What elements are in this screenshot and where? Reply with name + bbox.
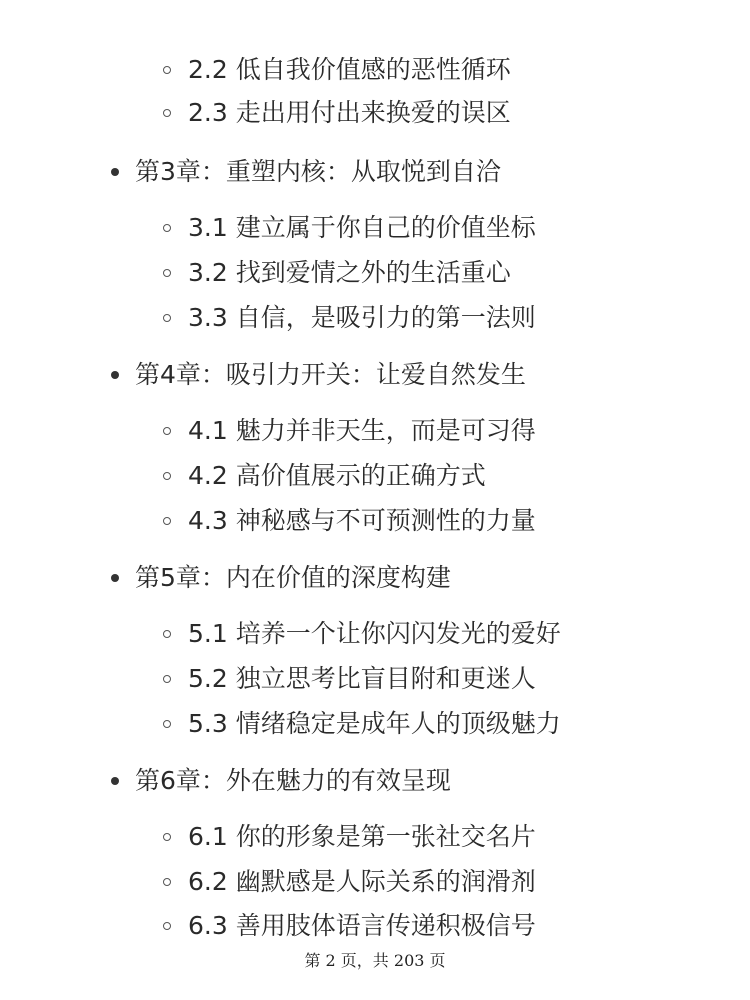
toc-subsection[interactable]: 5.2 独立思考比盲目附和更迷人 <box>188 664 536 693</box>
toc-chapter[interactable]: 第4章：吸引力开关：让爱自然发生 <box>135 360 526 389</box>
hollow-bullet-icon <box>163 833 171 841</box>
toc-chapter[interactable]: 第6章：外在魅力的有效呈现 <box>135 766 451 795</box>
page-number: 第 2 页，共 203 页 <box>304 951 446 970</box>
hollow-bullet-icon <box>163 314 171 322</box>
toc-subsection[interactable]: 5.1 培养一个让你闪闪发光的爱好 <box>188 619 561 648</box>
hollow-bullet-icon <box>163 517 171 525</box>
hollow-bullet-icon <box>163 472 171 480</box>
hollow-bullet-icon <box>163 109 171 117</box>
toc-subsection[interactable]: 6.2 幽默感是人际关系的润滑剂 <box>188 867 536 896</box>
hollow-bullet-icon <box>163 720 171 728</box>
hollow-bullet-icon <box>163 630 171 638</box>
toc-subsection[interactable]: 3.2 找到爱情之外的生活重心 <box>188 258 511 287</box>
toc-subsection[interactable]: 5.3 情绪稳定是成年人的顶级魅力 <box>188 709 561 738</box>
toc-chapter[interactable]: 第3章：重塑内核：从取悦到自洽 <box>135 157 501 186</box>
toc-subsection[interactable]: 2.3 走出用付出来换爱的误区 <box>188 98 511 127</box>
toc-subsection[interactable]: 4.2 高价值展示的正确方式 <box>188 461 486 490</box>
toc-subsection[interactable]: 2.2 低自我价值感的恶性循环 <box>188 55 511 84</box>
toc-subsection[interactable]: 3.1 建立属于你自己的价值坐标 <box>188 213 536 242</box>
hollow-bullet-icon <box>163 675 171 683</box>
filled-bullet-icon <box>111 371 119 379</box>
filled-bullet-icon <box>111 777 119 785</box>
filled-bullet-icon <box>111 574 119 582</box>
hollow-bullet-icon <box>163 878 171 886</box>
toc-subsection[interactable]: 4.3 神秘感与不可预测性的力量 <box>188 506 536 535</box>
filled-bullet-icon <box>111 168 119 176</box>
hollow-bullet-icon <box>163 269 171 277</box>
toc-chapter[interactable]: 第5章：内在价值的深度构建 <box>135 563 451 592</box>
toc-subsection[interactable]: 4.1 魅力并非天生，而是可习得 <box>188 416 536 445</box>
toc-subsection[interactable]: 3.3 自信，是吸引力的第一法则 <box>188 303 536 332</box>
hollow-bullet-icon <box>163 922 171 930</box>
toc-subsection[interactable]: 6.3 善用肢体语言传递积极信号 <box>188 911 536 940</box>
hollow-bullet-icon <box>163 66 171 74</box>
hollow-bullet-icon <box>163 427 171 435</box>
hollow-bullet-icon <box>163 224 171 232</box>
toc-subsection[interactable]: 6.1 你的形象是第一张社交名片 <box>188 822 536 851</box>
